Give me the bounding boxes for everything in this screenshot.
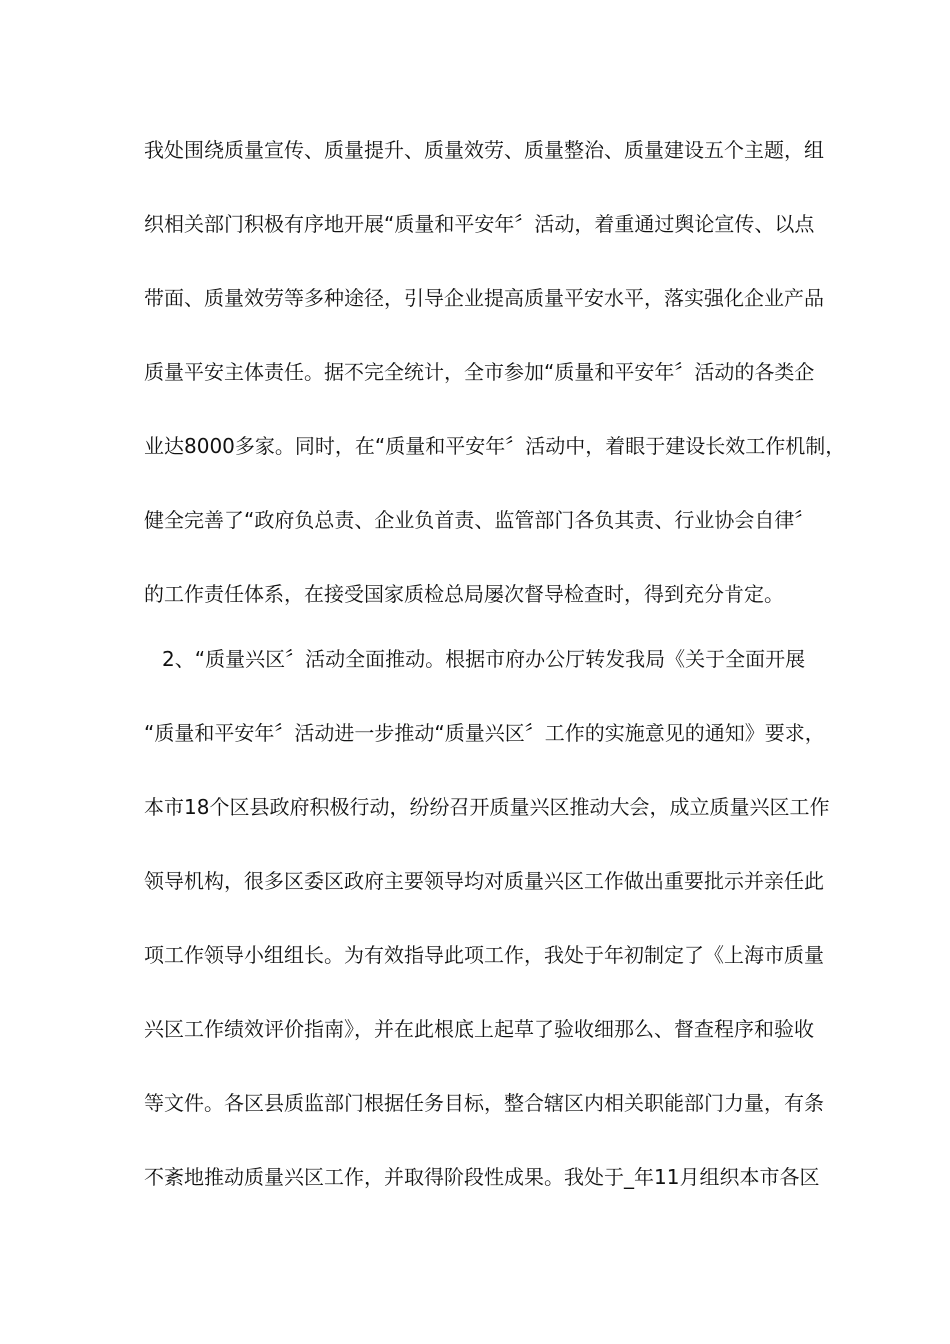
paragraph-line: 我处围绕质量宣传、质量提升、质量效劳、质量整治、质量建设五个主题，组	[144, 138, 824, 162]
paragraph-line: “质量和平安年〞活动进一步推动“质量兴区〞工作的实施意见的通知》要求，	[144, 721, 825, 745]
paragraph-line: 织相关部门积极有序地开展“质量和平安年〞活动，着重通过舆论宣传、以点	[144, 212, 815, 236]
paragraph-line: 项工作领导小组组长。为有效指导此项工作，我处于年初制定了《上海市质量	[144, 943, 824, 967]
paragraph-line: 业达8000多家。同时，在“质量和平安年〞活动中，着眼于建设长效工作机制，	[144, 434, 846, 458]
paragraph-line: 等文件。各区县质监部门根据任务目标，整合辖区内相关职能部门力量，有条	[144, 1091, 824, 1115]
paragraph-line: 健全完善了“政府负总责、企业负首责、监管部门各负其责、行业协会自律〞	[144, 508, 815, 532]
paragraph-line: 本市18个区县政府积极行动，纷纷召开质量兴区推动大会，成立质量兴区工作	[144, 795, 830, 819]
paragraph-line: 的工作责任体系，在接受国家质检总局屡次督导检查时，得到充分肯定。	[144, 582, 784, 606]
paragraph-line: 不紊地推动质量兴区工作，并取得阶段性成果。我处于_年11月组织本市各区	[144, 1165, 820, 1189]
paragraph-line: 兴区工作绩效评价指南》，并在此根底上起草了验收细那么、督查程序和验收	[144, 1017, 814, 1041]
paragraph-line: 领导机构，很多区委区政府主要领导均对质量兴区工作做出重要批示并亲任此	[144, 869, 824, 893]
paragraph-line: 质量平安主体责任。据不完全统计，全市参加“质量和平安年〞活动的各类企	[144, 360, 815, 384]
section-heading-line: 2、“质量兴区〞活动全面推动。根据市府办公厅转发我局《关于全面开展	[162, 647, 806, 671]
paragraph-line: 带面、质量效劳等多种途径，引导企业提高质量平安水平，落实强化企业产品	[144, 286, 824, 310]
